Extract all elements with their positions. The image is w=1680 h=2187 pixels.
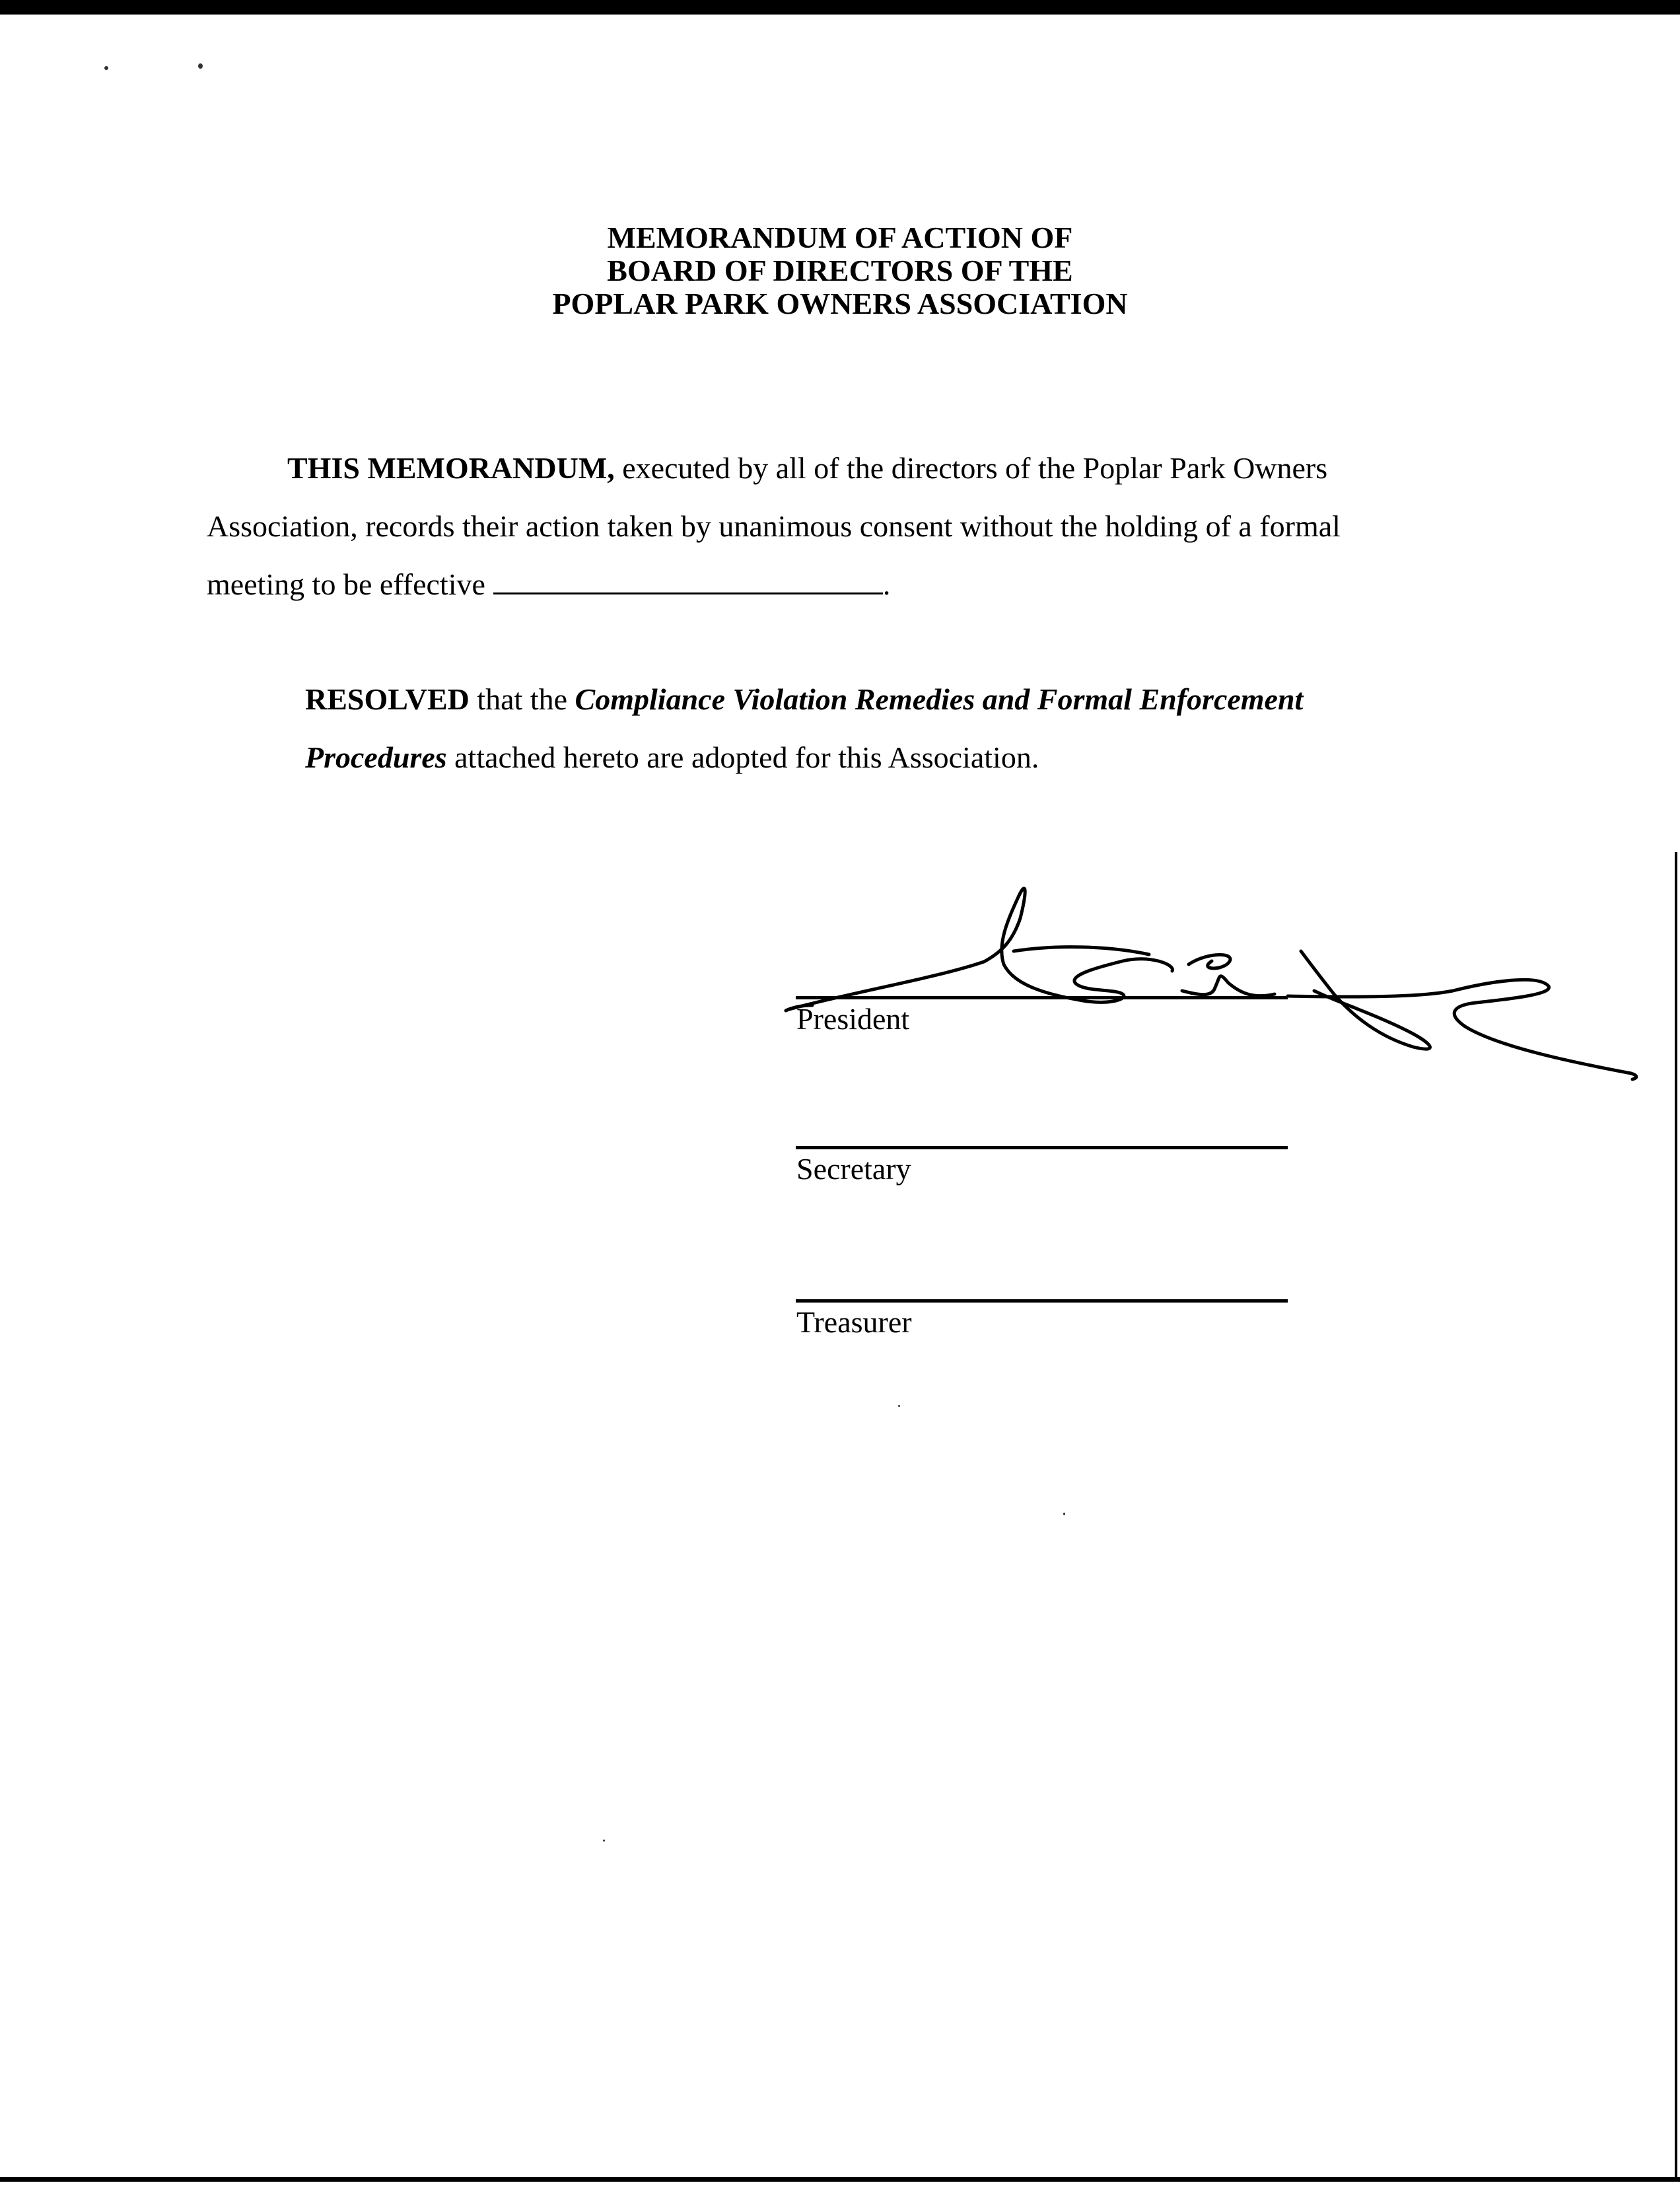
title-line-1: MEMORANDUM OF ACTION OF (607, 221, 1073, 254)
resolution-doc-title-1: Compliance Violation Remedies and Formal Enforcement (575, 682, 1304, 716)
resolution-text-1: that the (469, 682, 575, 716)
intro-line-1-text: executed by all of the directors of the Poplar Park Owners (614, 451, 1328, 485)
intro-line-3-text: meeting to be effective (207, 567, 485, 601)
resolution-lead: RESOLVED (305, 682, 470, 716)
secretary-label: Secretary (796, 1152, 911, 1186)
resolution-text-2: attached hereto are adopted for this Association. (446, 740, 1039, 774)
president-label: President (796, 1002, 910, 1036)
intro-line-2: Association, records their action taken by unanimous consent without the holding of a formal (207, 509, 1341, 543)
title-line-3: POPLAR PARK OWNERS ASSOCIATION (552, 287, 1128, 320)
treasurer-label: Treasurer (796, 1305, 912, 1339)
intro-lead: THIS MEMORANDUM, (287, 451, 615, 485)
title-line-2: BOARD OF DIRECTORS OF THE (607, 254, 1073, 287)
intro-period: . (882, 567, 891, 601)
resolution-doc-title-2: Procedures (305, 740, 447, 774)
